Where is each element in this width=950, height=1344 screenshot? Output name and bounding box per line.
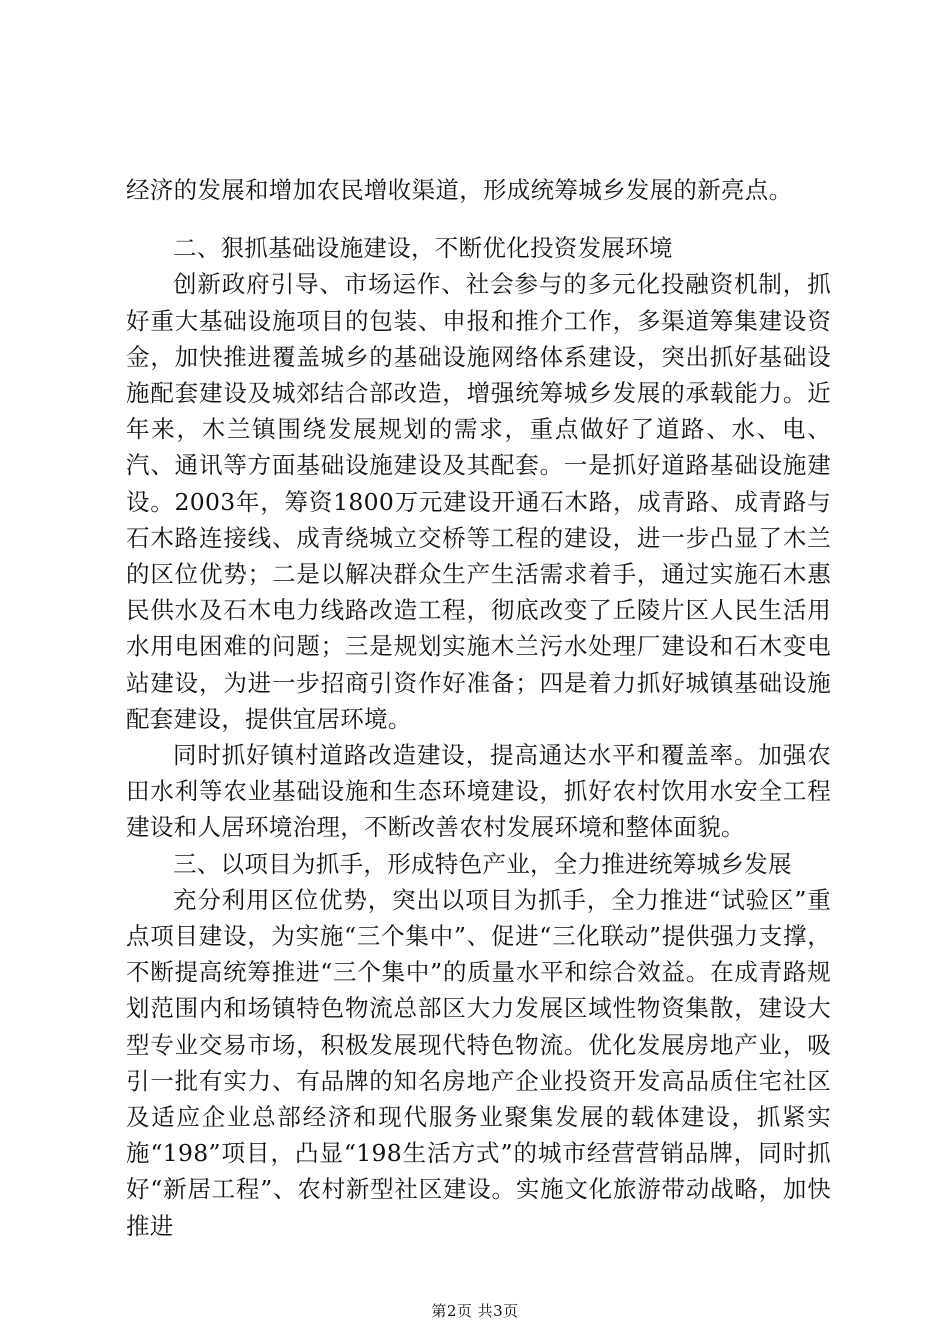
section-heading-3: 三、以项目为抓手，形成特色产业，全力推进统筹城乡发展 bbox=[173, 849, 792, 878]
continuation-paragraph: 经济的发展和增加农民增收渠道，形成统筹城乡发展的新亮点。 bbox=[126, 176, 793, 204]
body-paragraph: 充分利用区位优势，突出以项目为抓手，全力推进“试验区”重点项目建设，为实施“三个集中”、促进“三化联动”提供强力支撑，不断提高统筹推进“三个集中”的质量水平和综合效益。在成青路规划范围内和场镇特色物流总部区大力发展区域性物资集散，建设大型专业交易市场，积极发展现代特色物流。优化发展房地产业，吸引一批有实力、有品牌的知名房地产企业投资开发高品质住宅社区及适应企业总部经济和现代服务业聚集发展的载体建设，抓紧实施“198”项目，凸显“198生活方式”的城市经营营销品牌，同时抓好“新居工程”、农村新型社区建设。实施文化旅游带动战略，加快推进 bbox=[126, 885, 831, 1240]
document-body bbox=[126, 172, 831, 1244]
body-paragraph: 同时抓好镇村道路改造建设，提高通达水平和覆盖率。加强农田水利等农业基础设施和生态环境建设，抓好农村饮用水安全工程建设和人居环境治理，不断改善农村发展环境和整体面貌。 bbox=[126, 741, 831, 842]
body-paragraph: 创新政府引导、市场运作、社会参与的多元化投融资机制，抓好重大基础设施项目的包装、申报和推介工作，多渠道筹集建设资金，加快推进覆盖城乡的基础设施网络体系建设，突出抓好基础设施配套建设及城郊结合部改造，增强统筹城乡发展的承载能力。近年来，木兰镇围绕发展规划的需求，重点做好了道路、水、电、汽、通讯等方面基础设施建设及其配套。一是抓好道路基础设施建设。2003年，筹资1800万元建设开通石木路，成青路、成青路与石木路连接线、成青绕城立交桥等工程的建设，进一步凸显了木兰的区位优势；二是以解决群众生产生活需求着手，通过实施石木惠民供水及石木电力线路改造工程，彻底改变了丘陵片区人民生活用水用电困难的问题；三是规划实施木兰污水处理厂建设和石木变电站建设，为进一步招商引资作好准备；四是着力抓好城镇基础设施配套建设，提供宜居环境。 bbox=[126, 270, 831, 733]
page-footer: 第2页 共3页 bbox=[431, 1302, 519, 1320]
section-heading-2: 二、狠抓基础设施建设，不断优化投资发展环境 bbox=[173, 234, 673, 263]
